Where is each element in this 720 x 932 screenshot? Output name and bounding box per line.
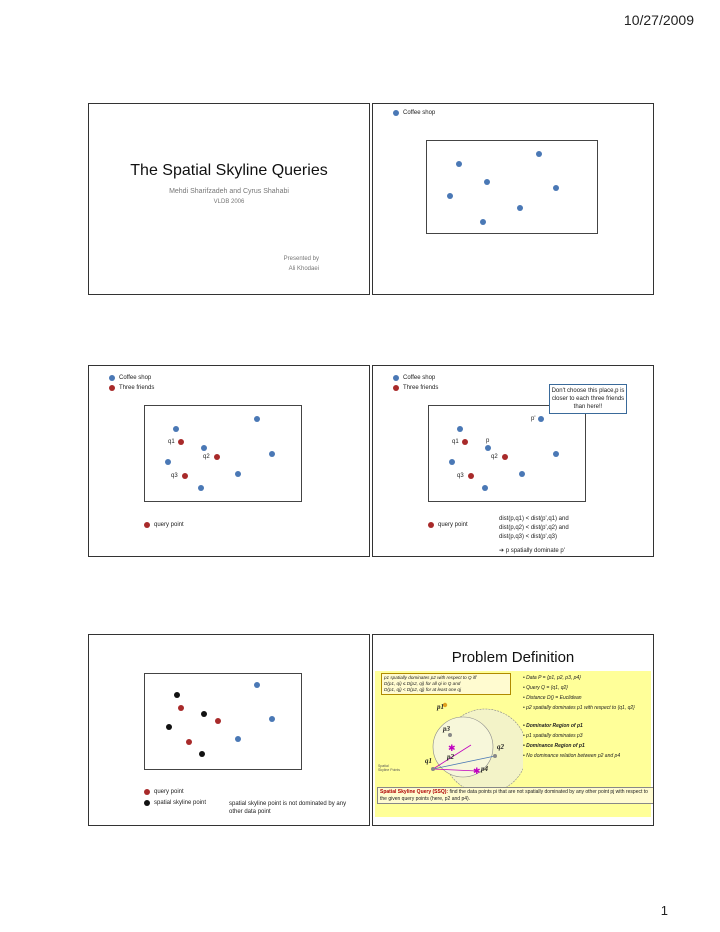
coffee-shop-point bbox=[165, 459, 171, 465]
skyline-dot-icon bbox=[144, 800, 150, 806]
header-date: 10/27/2009 bbox=[623, 12, 694, 28]
point-p3 bbox=[448, 733, 452, 737]
label-p4: p4 bbox=[481, 765, 488, 773]
friend-point-q1 bbox=[178, 439, 184, 445]
label-p2: p2 bbox=[447, 753, 454, 761]
bullet-no-dominance: • No dominance relation between p2 and p4 bbox=[523, 753, 621, 759]
legend-friends-label: Three friends bbox=[119, 385, 155, 391]
authors: Mehdi Sharifzadeh and Cyrus Shahabi bbox=[169, 188, 289, 195]
callout-note: Don't choose this place,p is closer to each three friends than here!! bbox=[549, 384, 627, 414]
coffee-shop-point bbox=[198, 485, 204, 491]
ssq-definition bbox=[377, 787, 654, 804]
coffee-shop-point bbox=[447, 193, 453, 199]
ssq-body: find the data points pi that are not spatially dominated by any other point pj with respect to the given query points (here, p2 and p4). bbox=[380, 789, 648, 802]
query-point bbox=[186, 739, 192, 745]
bullet-dominates: • p2 spatially dominates p1 with respect to {q1, q2} bbox=[523, 705, 635, 711]
legend-friends bbox=[393, 385, 438, 391]
label-q2: q2 bbox=[491, 454, 498, 460]
coffee-shop-point bbox=[484, 179, 490, 185]
friend-point-q2 bbox=[214, 454, 220, 460]
friend-dot-icon bbox=[393, 385, 399, 391]
legend-query-label: query point bbox=[438, 522, 468, 528]
legend-friends bbox=[109, 385, 154, 391]
label-p3: p3 bbox=[443, 725, 450, 733]
dist-line-3: dist(p,q3) < dist(p',q3) bbox=[499, 534, 558, 540]
query-point bbox=[215, 718, 221, 724]
friend-point-q3 bbox=[182, 473, 188, 479]
query-point bbox=[178, 705, 184, 711]
dist-line-2: dist(p,q2) < dist(p',q2) and bbox=[499, 525, 569, 531]
query-dot-icon bbox=[144, 789, 150, 795]
query-dot-icon bbox=[144, 522, 150, 528]
coffee-shop-point bbox=[449, 459, 455, 465]
label-q3: q3 bbox=[457, 473, 464, 479]
friend-point-q1 bbox=[462, 439, 468, 445]
label-q1: q1 bbox=[168, 439, 175, 445]
coffee-shop-point bbox=[553, 185, 559, 191]
coffee-shop-point bbox=[201, 445, 207, 451]
coffee-shop-point bbox=[457, 426, 463, 432]
bullet-query: • Query Q = {q1, q2} bbox=[523, 685, 568, 691]
label-p1: p1 bbox=[437, 703, 444, 711]
coffee-shop-point bbox=[456, 161, 462, 167]
map-area bbox=[144, 405, 302, 502]
coffee-shop-point bbox=[235, 736, 241, 742]
coffee-dot-icon bbox=[393, 375, 399, 381]
star-p4-icon: ✱ bbox=[473, 767, 481, 777]
bullet-data: • Data P = {p1, p2, p3, p4} bbox=[523, 675, 581, 681]
map-area bbox=[426, 140, 598, 234]
legend-coffee-label: Coffee shop bbox=[119, 375, 152, 381]
label-q2: q2 bbox=[203, 454, 210, 460]
friend-point-q3 bbox=[468, 473, 474, 479]
legend-query bbox=[144, 522, 184, 528]
slide-friends bbox=[88, 365, 370, 557]
label-q3: q3 bbox=[171, 473, 178, 479]
bullet-dominance-region: • Dominance Region of p1 bbox=[523, 743, 585, 749]
def-line-3: D(p1, qj) < D(p2, qj) for at least one qj bbox=[384, 686, 461, 692]
presented-by: Presented by bbox=[283, 256, 319, 262]
label-p-prime: p' bbox=[531, 416, 536, 422]
coffee-shop-point bbox=[536, 151, 542, 157]
bullet-dominator-region: • Dominator Region of p1 bbox=[523, 723, 583, 729]
point-q1 bbox=[431, 767, 435, 771]
slide-skyline bbox=[88, 634, 370, 826]
legend-friends-label: Three friends bbox=[403, 385, 439, 391]
coffee-shop-point-p-prime bbox=[538, 416, 544, 422]
coffee-shop-point bbox=[254, 682, 260, 688]
dist-line-1: dist(p,q1) < dist(p',q1) and bbox=[499, 516, 569, 522]
label-q1: q1 bbox=[425, 757, 432, 765]
coffee-shop-point bbox=[254, 416, 260, 422]
slide-dominance-example bbox=[372, 365, 654, 557]
slide-title bbox=[88, 103, 370, 295]
legend-coffee bbox=[393, 110, 435, 116]
skyline-point bbox=[199, 751, 205, 757]
friend-point-q2 bbox=[502, 454, 508, 460]
friend-dot-icon bbox=[109, 385, 115, 391]
map-area bbox=[144, 673, 302, 770]
bullet-distance: • Distance D() = Euclidean bbox=[523, 695, 582, 701]
star-p2-icon: ✱ bbox=[448, 744, 456, 754]
legend-query bbox=[428, 522, 468, 528]
coffee-dot-icon bbox=[393, 110, 399, 116]
legend-query-label: query point bbox=[154, 789, 184, 795]
coffee-shop-point bbox=[553, 451, 559, 457]
coffee-shop-point bbox=[519, 471, 525, 477]
definition-panel bbox=[375, 671, 651, 817]
skyline-points-note: Spatial Skyline Points bbox=[378, 764, 400, 772]
label-q1: q1 bbox=[452, 439, 459, 445]
slide-title-heading: The Spatial Skyline Queries bbox=[130, 162, 328, 179]
conclusion: ➔ p spatially dominate p' bbox=[499, 548, 565, 554]
bullet-dominates-p3: • p1 spatially dominates p3 bbox=[523, 733, 583, 739]
legend-coffee bbox=[393, 375, 435, 381]
point-q2 bbox=[493, 754, 497, 758]
presenter: Ali Khodaei bbox=[288, 266, 319, 272]
coffee-shop-point bbox=[517, 205, 523, 211]
def-line-1: p1 spatially dominates p2 with respect to Q iff bbox=[384, 675, 477, 680]
legend-coffee-label: Coffee shop bbox=[403, 110, 436, 116]
label-q2: q2 bbox=[497, 743, 504, 751]
venue: VLDB 2006 bbox=[213, 199, 245, 205]
coffee-shop-point-p bbox=[485, 445, 491, 451]
coffee-shop-point bbox=[235, 471, 241, 477]
coffee-shop-point bbox=[269, 451, 275, 457]
map-area bbox=[428, 405, 586, 502]
coffee-shop-point bbox=[480, 219, 486, 225]
slide-problem-definition bbox=[372, 634, 654, 826]
skyline-point bbox=[201, 711, 207, 717]
skyline-point bbox=[166, 724, 172, 730]
legend-skyline bbox=[144, 800, 206, 806]
coffee-shop-point bbox=[269, 716, 275, 722]
problem-definition-title: Problem Definition bbox=[451, 649, 575, 666]
query-dot-icon bbox=[428, 522, 434, 528]
page-number: 1 bbox=[660, 903, 668, 918]
slide-coffee-shops bbox=[372, 103, 654, 295]
legend-skyline-label: spatial skyline point bbox=[154, 800, 207, 806]
label-p: p bbox=[486, 438, 490, 444]
legend-query-label: query point bbox=[154, 522, 184, 528]
coffee-shop-point bbox=[173, 426, 179, 432]
legend-coffee-label: Coffee shop bbox=[403, 375, 436, 381]
skyline-note: spatial skyline point is not dominated by any other data point bbox=[229, 801, 347, 816]
coffee-shop-point bbox=[482, 485, 488, 491]
def-line-2: D(p1, qi) ≤ D(p2, qi) for all qi in Q and bbox=[384, 680, 461, 686]
legend-query bbox=[144, 789, 184, 795]
ssq-heading: Spatial Skyline Query (SSQ): bbox=[380, 789, 449, 795]
coffee-dot-icon bbox=[109, 375, 115, 381]
skyline-point bbox=[174, 692, 180, 698]
legend-coffee bbox=[109, 375, 151, 381]
